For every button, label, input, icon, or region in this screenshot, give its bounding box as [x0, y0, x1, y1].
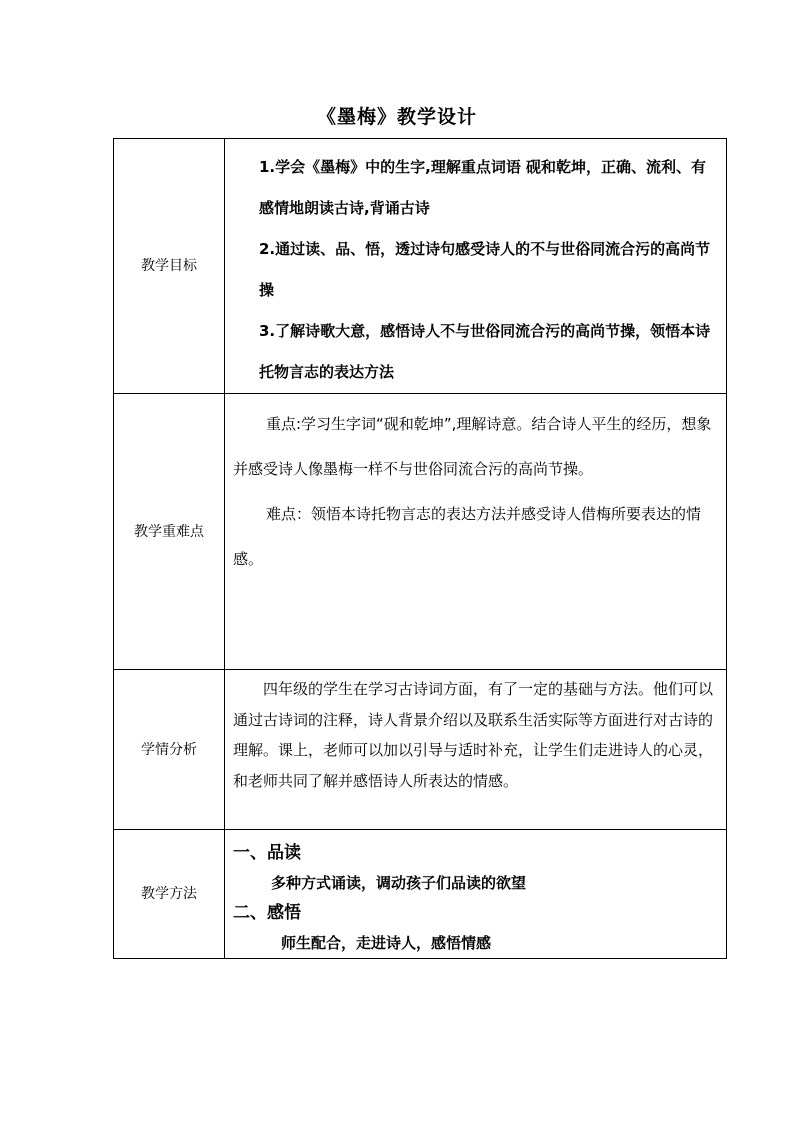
- table-row-goals: [114, 139, 727, 394]
- key-points-content: [225, 394, 727, 670]
- key-focus-paragraph: 重点:学习生字词“砚和乾坤”,理解诗意。结合诗人平生的经历，想象并感受诗人像墨梅一样不与世俗同流合污的高尚节操。: [233, 415, 712, 478]
- method-text: [225, 830, 726, 958]
- goals-content: [225, 139, 727, 394]
- analysis-text: [225, 670, 726, 796]
- method-heading-1: 一、品读: [233, 843, 301, 863]
- method-content: [225, 830, 727, 959]
- goals-list: [225, 139, 726, 393]
- goal-item-2: 2.通过读、品、悟，透过诗句感受诗人的不与世俗同流合污的高尚节操: [259, 240, 711, 299]
- goal-item-3: 3.了解诗歌大意，感悟诗人不与世俗同流合污的高尚节操，领悟本诗托物言志的表达方法: [259, 322, 711, 381]
- analysis-content: [225, 670, 727, 830]
- method-heading-2: 二、感悟: [233, 903, 301, 923]
- table-row-method: [114, 830, 727, 959]
- row-label-goals: 教学目标: [114, 139, 225, 394]
- row-label-analysis: 学情分析: [114, 670, 225, 830]
- lesson-plan-table: [113, 138, 727, 959]
- row-label-key-points: 教学重难点: [114, 394, 225, 670]
- goal-item-1: 1.学会《墨梅》中的生字,理解重点词语 砚和乾坤，正确、流利、有感情地朗读古诗,背诵古诗: [259, 158, 707, 217]
- key-points-text: [225, 394, 726, 582]
- analysis-paragraph: 四年级的学生在学习古诗词方面，有了一定的基础与方法。他们可以通过古诗词的注释，诗人背景介绍以及联系生活实际等方面进行对古诗的理解。课上，老师可以加以引导与适时补充，让学生们走进诗人的心灵，和老师共同了解并感悟诗人所表达的情感。: [233, 680, 714, 790]
- table-row-analysis: [114, 670, 727, 830]
- method-desc-2: 师生配合，走进诗人，感悟情感: [281, 934, 492, 952]
- key-difficulty-paragraph: 难点：领悟本诗托物言志的表达方法并感受诗人借梅所要表达的情感。: [233, 505, 702, 568]
- table-row-key-points: [114, 394, 727, 670]
- method-desc-1: 多种方式诵读，调动孩子们品读的欲望: [271, 874, 527, 892]
- row-label-method: 教学方法: [114, 830, 225, 959]
- document-title: 《墨梅》教学设计: [316, 106, 477, 128]
